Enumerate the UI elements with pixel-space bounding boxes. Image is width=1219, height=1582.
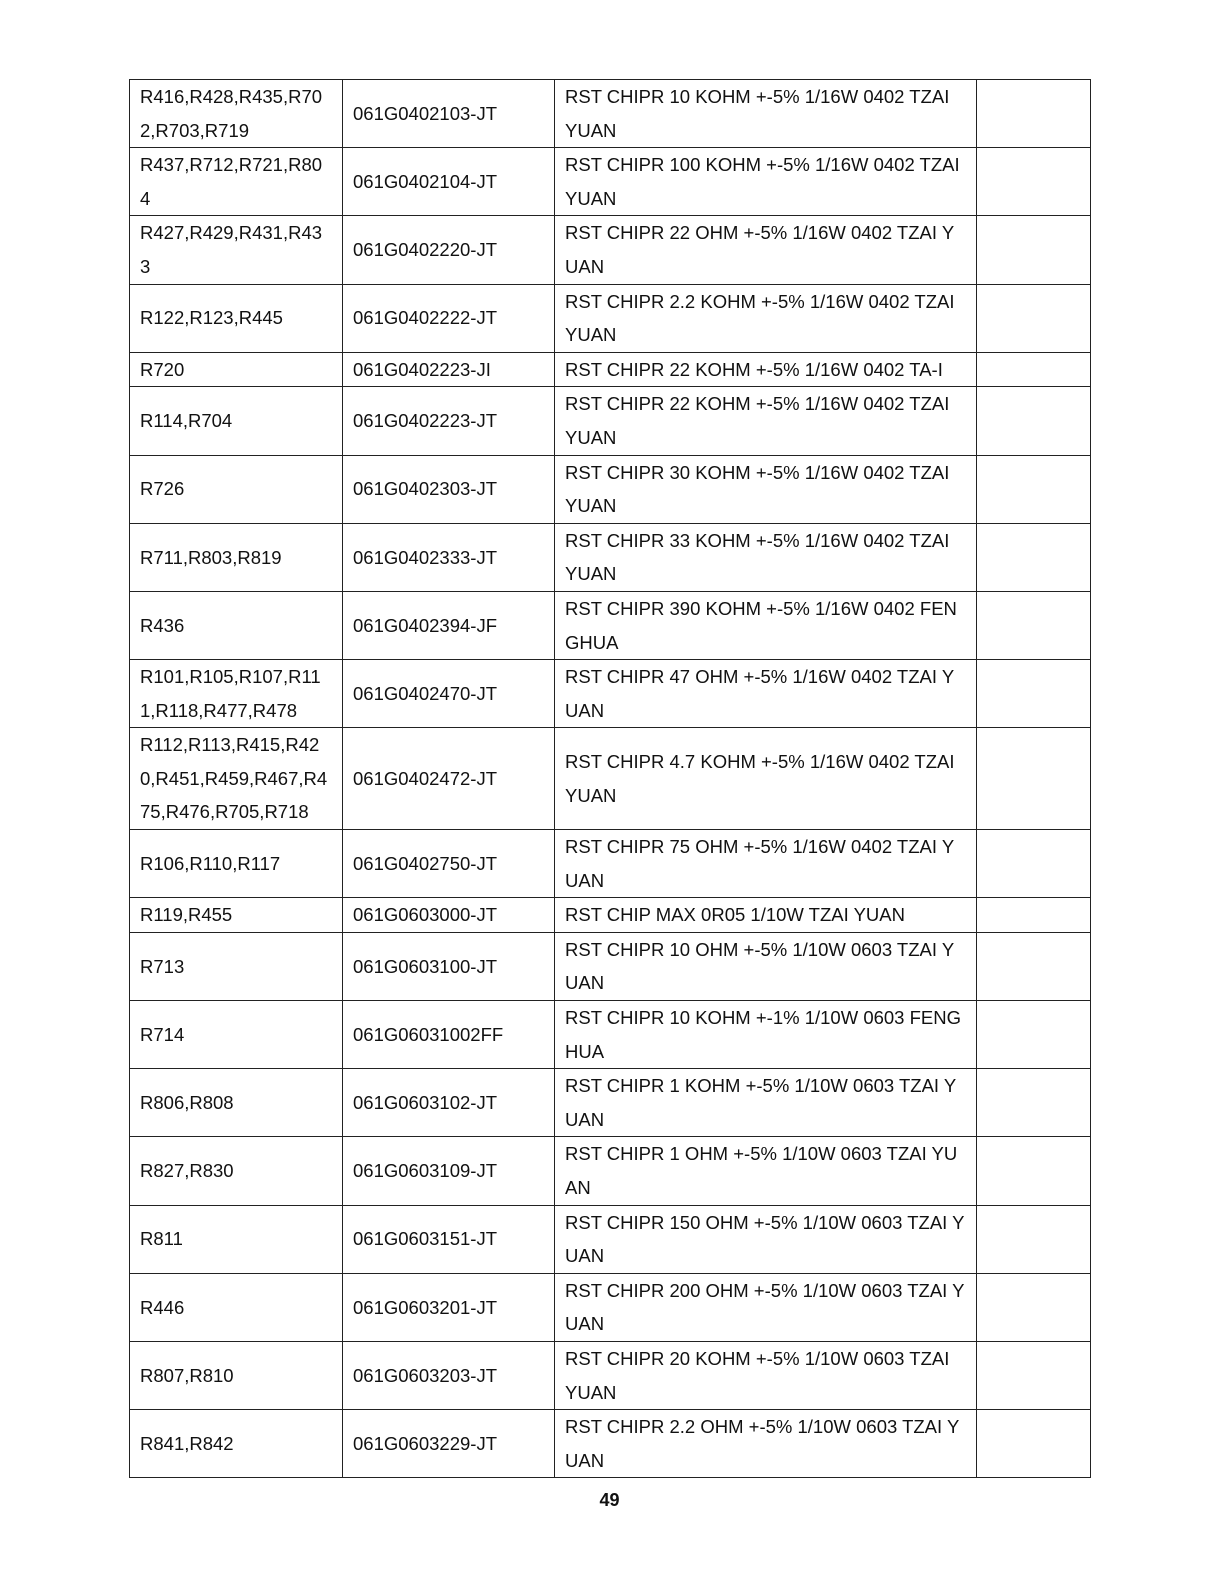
cell-part-number: 061G0402472-JT	[343, 728, 555, 830]
cell-description: RST CHIPR 10 KOHM +-5% 1/16W 0402 TZAI YUAN	[555, 80, 977, 148]
cell-description: RST CHIPR 4.7 KOHM +-5% 1/16W 0402 TZAI YUAN	[555, 728, 977, 830]
table-row	[130, 284, 1091, 352]
cell-reference-designators: R807,R810	[130, 1341, 343, 1409]
cell-reference-designators: R416,R428,R435,R702,R703,R719	[130, 80, 343, 148]
bom-table	[129, 79, 1091, 1478]
cell-reference-designators: R112,R113,R415,R420,R451,R459,R467,R475,R476,R705,R718	[130, 728, 343, 830]
table-row	[130, 1069, 1091, 1137]
table-row	[130, 80, 1091, 148]
cell-description: RST CHIPR 10 KOHM +-1% 1/10W 0603 FENGHUA	[555, 1001, 977, 1069]
cell-part-number: 061G0402223-JI	[343, 352, 555, 387]
cell-description: RST CHIPR 1 KOHM +-5% 1/10W 0603 TZAI YUAN	[555, 1069, 977, 1137]
cell-remark	[977, 1205, 1091, 1273]
table-row	[130, 352, 1091, 387]
cell-remark	[977, 148, 1091, 216]
cell-remark	[977, 216, 1091, 284]
cell-part-number: 061G0402303-JT	[343, 455, 555, 523]
table-row	[130, 1410, 1091, 1478]
cell-description: RST CHIPR 150 OHM +-5% 1/10W 0603 TZAI YUAN	[555, 1205, 977, 1273]
table-row	[130, 1001, 1091, 1069]
cell-part-number: 061G0603203-JT	[343, 1341, 555, 1409]
cell-remark	[977, 591, 1091, 659]
table-row	[130, 1137, 1091, 1205]
cell-reference-designators: R446	[130, 1273, 343, 1341]
cell-reference-designators: R711,R803,R819	[130, 523, 343, 591]
cell-reference-designators: R841,R842	[130, 1410, 343, 1478]
cell-remark	[977, 660, 1091, 728]
table-row	[130, 660, 1091, 728]
cell-part-number: 061G0603109-JT	[343, 1137, 555, 1205]
cell-description: RST CHIPR 22 KOHM +-5% 1/16W 0402 TZAI YUAN	[555, 387, 977, 455]
table-row	[130, 830, 1091, 898]
cell-description: RST CHIPR 22 OHM +-5% 1/16W 0402 TZAI YUAN	[555, 216, 977, 284]
cell-remark	[977, 352, 1091, 387]
cell-part-number: 061G0402220-JT	[343, 216, 555, 284]
cell-part-number: 061G0402333-JT	[343, 523, 555, 591]
cell-remark	[977, 284, 1091, 352]
table-row	[130, 728, 1091, 830]
table-row	[130, 216, 1091, 284]
cell-remark	[977, 1137, 1091, 1205]
cell-part-number: 061G0402470-JT	[343, 660, 555, 728]
cell-remark	[977, 898, 1091, 933]
cell-reference-designators: R437,R712,R721,R804	[130, 148, 343, 216]
table-row	[130, 523, 1091, 591]
cell-part-number: 061G06031002FF	[343, 1001, 555, 1069]
cell-description: RST CHIPR 100 KOHM +-5% 1/16W 0402 TZAI YUAN	[555, 148, 977, 216]
table-row	[130, 148, 1091, 216]
cell-part-number: 061G0603000-JT	[343, 898, 555, 933]
cell-description: RST CHIPR 75 OHM +-5% 1/16W 0402 TZAI YUAN	[555, 830, 977, 898]
table-row	[130, 591, 1091, 659]
cell-description: RST CHIPR 33 KOHM +-5% 1/16W 0402 TZAI YUAN	[555, 523, 977, 591]
cell-remark	[977, 830, 1091, 898]
table-row	[130, 898, 1091, 933]
cell-reference-designators: R714	[130, 1001, 343, 1069]
cell-remark	[977, 523, 1091, 591]
table-row	[130, 1341, 1091, 1409]
cell-description: RST CHIPR 10 OHM +-5% 1/10W 0603 TZAI YUAN	[555, 932, 977, 1000]
cell-part-number: 061G0603102-JT	[343, 1069, 555, 1137]
cell-part-number: 061G0603201-JT	[343, 1273, 555, 1341]
cell-part-number: 061G0603151-JT	[343, 1205, 555, 1273]
cell-reference-designators: R713	[130, 932, 343, 1000]
cell-remark	[977, 387, 1091, 455]
cell-reference-designators: R726	[130, 455, 343, 523]
cell-reference-designators: R427,R429,R431,R433	[130, 216, 343, 284]
cell-description: RST CHIPR 22 KOHM +-5% 1/16W 0402 TA-I	[555, 352, 977, 387]
cell-part-number: 061G0603229-JT	[343, 1410, 555, 1478]
cell-part-number: 061G0402750-JT	[343, 830, 555, 898]
cell-remark	[977, 1273, 1091, 1341]
cell-reference-designators: R806,R808	[130, 1069, 343, 1137]
cell-reference-designators: R436	[130, 591, 343, 659]
cell-reference-designators: R811	[130, 1205, 343, 1273]
cell-reference-designators: R119,R455	[130, 898, 343, 933]
cell-part-number: 061G0402103-JT	[343, 80, 555, 148]
cell-description: RST CHIPR 30 KOHM +-5% 1/16W 0402 TZAI YUAN	[555, 455, 977, 523]
table-row	[130, 1273, 1091, 1341]
cell-remark	[977, 1001, 1091, 1069]
cell-reference-designators: R720	[130, 352, 343, 387]
cell-remark	[977, 1069, 1091, 1137]
cell-description: RST CHIPR 1 OHM +-5% 1/10W 0603 TZAI YUAN	[555, 1137, 977, 1205]
cell-reference-designators: R101,R105,R107,R111,R118,R477,R478	[130, 660, 343, 728]
cell-remark	[977, 1341, 1091, 1409]
cell-reference-designators: R827,R830	[130, 1137, 343, 1205]
cell-part-number: 061G0402104-JT	[343, 148, 555, 216]
cell-description: RST CHIPR 390 KOHM +-5% 1/16W 0402 FENGHUA	[555, 591, 977, 659]
bom-table-body	[130, 80, 1091, 1478]
cell-reference-designators: R122,R123,R445	[130, 284, 343, 352]
cell-description: RST CHIPR 47 OHM +-5% 1/16W 0402 TZAI YUAN	[555, 660, 977, 728]
cell-description: RST CHIPR 2.2 KOHM +-5% 1/16W 0402 TZAI YUAN	[555, 284, 977, 352]
cell-reference-designators: R106,R110,R117	[130, 830, 343, 898]
cell-description: RST CHIP MAX 0R05 1/10W TZAI YUAN	[555, 898, 977, 933]
cell-remark	[977, 932, 1091, 1000]
cell-description: RST CHIPR 200 OHM +-5% 1/10W 0603 TZAI YUAN	[555, 1273, 977, 1341]
table-row	[130, 1205, 1091, 1273]
cell-part-number: 061G0402222-JT	[343, 284, 555, 352]
cell-remark	[977, 1410, 1091, 1478]
cell-description: RST CHIPR 2.2 OHM +-5% 1/10W 0603 TZAI YUAN	[555, 1410, 977, 1478]
cell-remark	[977, 728, 1091, 830]
table-row	[130, 932, 1091, 1000]
cell-description: RST CHIPR 20 KOHM +-5% 1/10W 0603 TZAI YUAN	[555, 1341, 977, 1409]
table-row	[130, 455, 1091, 523]
page-number: 49	[599, 1490, 620, 1510]
cell-part-number: 061G0402394-JF	[343, 591, 555, 659]
cell-reference-designators: R114,R704	[130, 387, 343, 455]
table-row	[130, 387, 1091, 455]
cell-remark	[977, 80, 1091, 148]
cell-part-number: 061G0402223-JT	[343, 387, 555, 455]
cell-remark	[977, 455, 1091, 523]
cell-part-number: 061G0603100-JT	[343, 932, 555, 1000]
